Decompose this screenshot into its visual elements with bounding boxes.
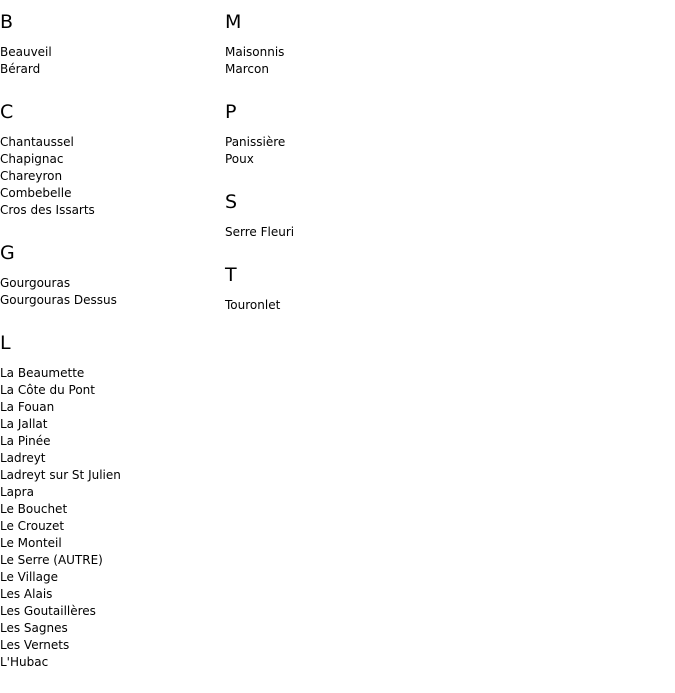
place-link[interactable]: Ladreyt sur St Julien: [0, 468, 121, 482]
place-link[interactable]: Le Bouchet: [0, 502, 68, 516]
place-link[interactable]: Le Serre (AUTRE): [0, 553, 103, 567]
place-link[interactable]: Poux: [225, 152, 254, 166]
right-column: [225, 10, 445, 336]
place-list: [225, 224, 445, 241]
place-link[interactable]: Les Goutaillères: [0, 604, 96, 618]
letter-group: [0, 100, 220, 219]
letter-group: [225, 10, 445, 78]
place-link[interactable]: Touronlet: [225, 298, 281, 312]
left-column: [0, 10, 220, 693]
place-list: [0, 134, 220, 219]
place-link[interactable]: La Pinée: [0, 434, 51, 448]
place-link[interactable]: Chapignac: [0, 152, 64, 166]
place-list: [0, 275, 220, 309]
place-link[interactable]: Panissière: [225, 135, 286, 149]
place-list: [225, 44, 445, 78]
letter-group: [225, 100, 445, 168]
letter-group: [225, 190, 445, 241]
place-link[interactable]: L'Hubac: [0, 655, 49, 669]
place-link[interactable]: Chareyron: [0, 169, 63, 183]
letter-heading: S: [225, 191, 238, 213]
letter-heading: B: [0, 11, 14, 33]
letter-group: [225, 263, 445, 314]
place-list: [0, 44, 220, 78]
place-link[interactable]: Le Crouzet: [0, 519, 65, 533]
place-list: [0, 365, 220, 671]
place-link[interactable]: Bérard: [0, 62, 41, 76]
place-link[interactable]: Le Village: [0, 570, 58, 584]
letter-heading: L: [0, 332, 11, 354]
place-link[interactable]: Serre Fleuri: [225, 225, 295, 239]
letter-heading: C: [0, 101, 14, 123]
place-link[interactable]: Maisonnis: [225, 45, 285, 59]
place-link[interactable]: Gourgouras Dessus: [0, 293, 117, 307]
place-link[interactable]: La Côte du Pont: [0, 383, 95, 397]
place-link[interactable]: Ladreyt: [0, 451, 46, 465]
place-link[interactable]: La Beaumette: [0, 366, 85, 380]
place-link[interactable]: Lapra: [0, 485, 34, 499]
place-link[interactable]: La Jallat: [0, 417, 48, 431]
place-list: [225, 134, 445, 168]
place-link[interactable]: Combebelle: [0, 186, 72, 200]
place-link[interactable]: Beauveil: [0, 45, 52, 59]
place-link[interactable]: Les Sagnes: [0, 621, 68, 635]
place-link[interactable]: La Fouan: [0, 400, 55, 414]
place-link[interactable]: Les Alais: [0, 587, 53, 601]
place-link[interactable]: Cros des Issarts: [0, 203, 95, 217]
letter-group: [0, 331, 220, 671]
place-list: [225, 297, 445, 314]
place-link[interactable]: Chantaussel: [0, 135, 74, 149]
place-link[interactable]: Gourgouras: [0, 276, 71, 290]
place-link[interactable]: Marcon: [225, 62, 269, 76]
place-link[interactable]: Les Vernets: [0, 638, 70, 652]
letter-heading: G: [0, 242, 15, 264]
letter-heading: T: [225, 264, 237, 286]
letter-heading: P: [225, 101, 237, 123]
letter-group: [0, 241, 220, 309]
place-link[interactable]: Le Monteil: [0, 536, 62, 550]
letter-group: [0, 10, 220, 78]
letter-heading: M: [225, 11, 242, 33]
